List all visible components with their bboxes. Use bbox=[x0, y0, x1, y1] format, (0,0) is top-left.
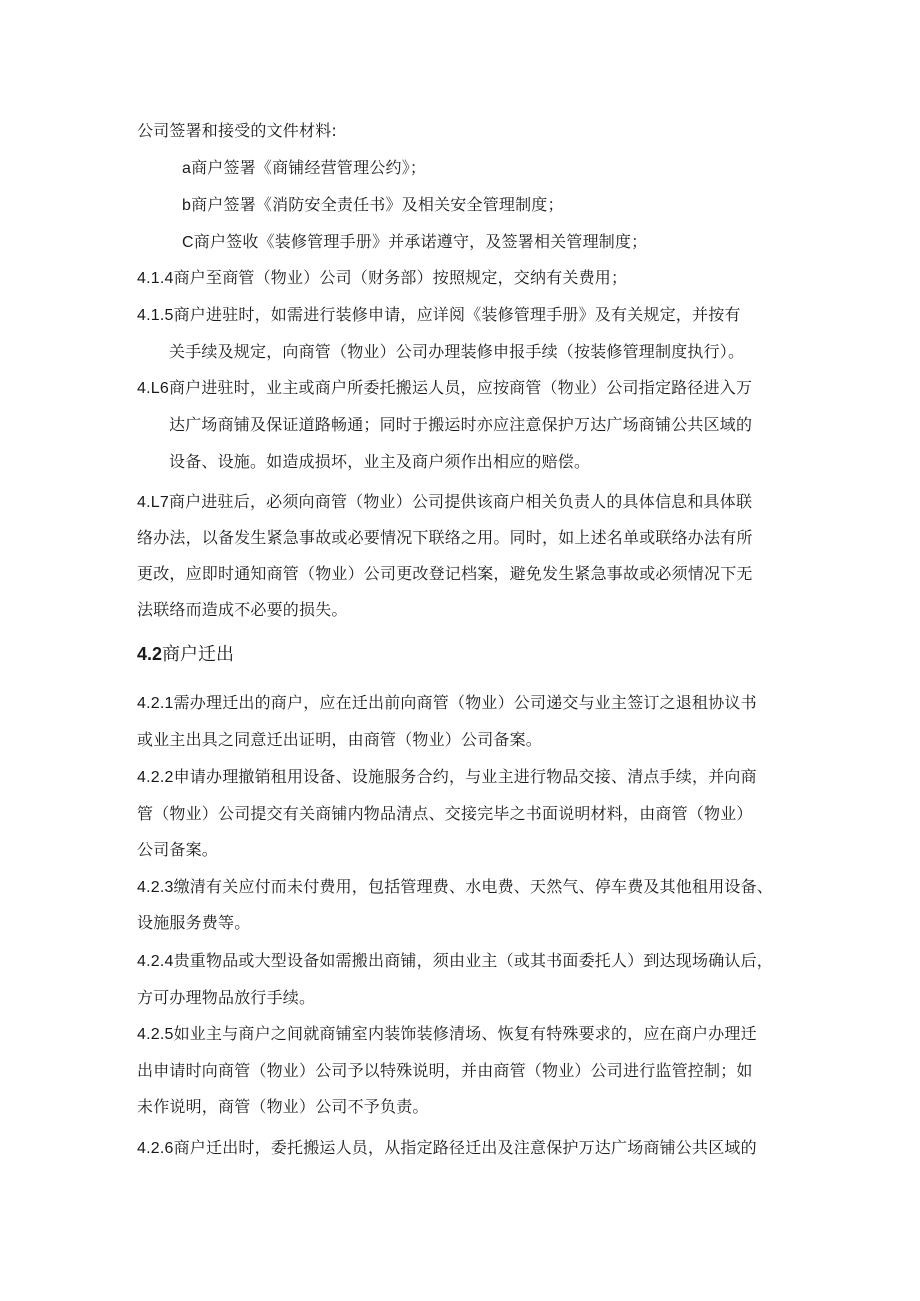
section-heading-4-2 bbox=[137, 643, 234, 666]
list-item-b bbox=[182, 195, 564, 216]
paragraph-number: 4.2.5 bbox=[137, 1026, 174, 1043]
paragraph-4-2-4-cont: 方可办理物品放行手续。 bbox=[137, 988, 316, 1007]
paragraph-4-1-7-cont-1: 络办法，以备发生紧急事故或必要情况下联络之用。同时，如上述名单或联络办法有所 bbox=[137, 528, 753, 547]
paragraph-line: 缴清有关应付而未付费用，包括管理费、水电费、天然气、停车费及其他租用设备、 bbox=[173, 877, 773, 896]
paragraph-4-1-6-cont-2: 设备、设施。如造成损坏，业主及商户须作出相应的赔偿。 bbox=[169, 452, 591, 471]
paragraph-4-1-7-cont-3: 法联络而造成不必要的损失。 bbox=[137, 600, 348, 619]
list-marker: b bbox=[182, 197, 192, 214]
paragraph-number: 4.L6 bbox=[137, 380, 169, 397]
intro-line: 公司签署和接受的文件材料: bbox=[137, 121, 337, 140]
paragraph-4-2-1 bbox=[137, 693, 757, 714]
paragraph-4-1-7-cont-2: 更改，应即时通知商管（物业）公司更改登记档案，避免发生紧急事故或必须情况下无 bbox=[137, 564, 753, 583]
paragraph-line: 需办理迁出的商户，应在迁出前向商管（物业）公司递交与业主签订之退租协议书 bbox=[173, 693, 757, 712]
paragraph-4-2-4 bbox=[137, 951, 773, 972]
paragraph-4-1-6-cont-1: 达广场商铺及保证道路畅通；同时于搬运时亦应注意保护万达广场商铺公共区域的 bbox=[169, 415, 753, 434]
paragraph-4-2-3-cont: 设施服务费等。 bbox=[137, 913, 251, 932]
list-marker: a bbox=[182, 160, 192, 177]
paragraph-4-1-5 bbox=[137, 305, 741, 326]
paragraph-4-1-6 bbox=[137, 378, 752, 399]
paragraph-4-1-7 bbox=[137, 492, 752, 513]
paragraph-line: 贵重物品或大型设备如需搬出商铺，须由业主（或其书面委托人）到达现场确认后， bbox=[173, 951, 773, 970]
paragraph-number: 4.L7 bbox=[137, 494, 169, 511]
paragraph-4-2-3 bbox=[137, 877, 773, 898]
list-item-c bbox=[182, 232, 647, 253]
list-text: 商户签收《装修管理手册》并承诺遵守，及签署相关管理制度； bbox=[193, 232, 648, 251]
heading-number: 4.2 bbox=[137, 644, 163, 664]
paragraph-line: 商户进驻后，必须向商管（物业）公司提供该商户相关负责人的具体信息和具体联 bbox=[168, 492, 753, 511]
list-item-a bbox=[182, 158, 426, 179]
paragraph-number: 4.2.3 bbox=[137, 879, 174, 896]
paragraph-number: 4.1.4 bbox=[137, 270, 174, 287]
paragraph-line: 申请办理撤销租用设备、设施服务合约，与业主进行物品交接、清点手续，并向商 bbox=[173, 767, 757, 786]
list-marker: C bbox=[182, 234, 194, 251]
paragraph-number: 4.1.5 bbox=[137, 307, 174, 324]
paragraph-line: 商户迁出时，委托搬运人员，从指定路径迁出及注意保护万达广场商铺公共区域的 bbox=[173, 1138, 757, 1157]
paragraph-line: 商户进驻时，如需进行装修申请，应详阅《装修管理手册》及有关规定，并按有 bbox=[173, 305, 741, 324]
paragraph-4-2-1-cont: 或业主出具之同意迁出证明，由商管（物业）公司备案。 bbox=[137, 730, 543, 749]
paragraph-line: 商户至商管（物业）公司（财务部）按照规定，交纳有关费用； bbox=[173, 268, 628, 287]
list-text: 商户签署《商铺经营管理公约》； bbox=[191, 158, 427, 177]
paragraph-4-2-2 bbox=[137, 767, 757, 788]
paragraph-4-2-5-cont-1: 出申请时向商管（物业）公司予以特殊说明，并由商管（物业）公司进行监管控制；如 bbox=[137, 1061, 753, 1080]
heading-text: 商户迁出 bbox=[162, 644, 235, 665]
paragraph-line: 商户进驻时，业主或商户所委托搬运人员，应按商管（物业）公司指定路径进入万 bbox=[168, 378, 753, 397]
paragraph-4-2-6 bbox=[137, 1138, 757, 1159]
paragraph-4-2-5 bbox=[137, 1024, 757, 1045]
paragraph-line: 如业主与商户之间就商铺室内装饰装修清场、恢复有特殊要求的，应在商户办理迁 bbox=[173, 1024, 757, 1043]
paragraph-4-2-2-cont-1: 管（物业）公司提交有关商铺内物品清点、交接完毕之书面说明材料，由商管（物业） bbox=[137, 804, 753, 823]
paragraph-number: 4.2.1 bbox=[137, 695, 174, 712]
paragraph-4-2-2-cont-2: 公司备案。 bbox=[137, 840, 219, 859]
paragraph-4-2-5-cont-2: 未作说明，商管（物业）公司不予负责。 bbox=[137, 1097, 429, 1116]
list-text: 商户签署《消防安全责任书》及相关安全管理制度； bbox=[191, 195, 564, 214]
paragraph-number: 4.2.6 bbox=[137, 1140, 174, 1157]
paragraph-number: 4.2.2 bbox=[137, 769, 174, 786]
paragraph-number: 4.2.4 bbox=[137, 953, 174, 970]
paragraph-4-1-5-cont: 关手续及规定，向商管（物业）公司办理装修申报手续（按装修管理制度执行）。 bbox=[169, 342, 745, 361]
paragraph-4-1-4 bbox=[137, 268, 627, 289]
